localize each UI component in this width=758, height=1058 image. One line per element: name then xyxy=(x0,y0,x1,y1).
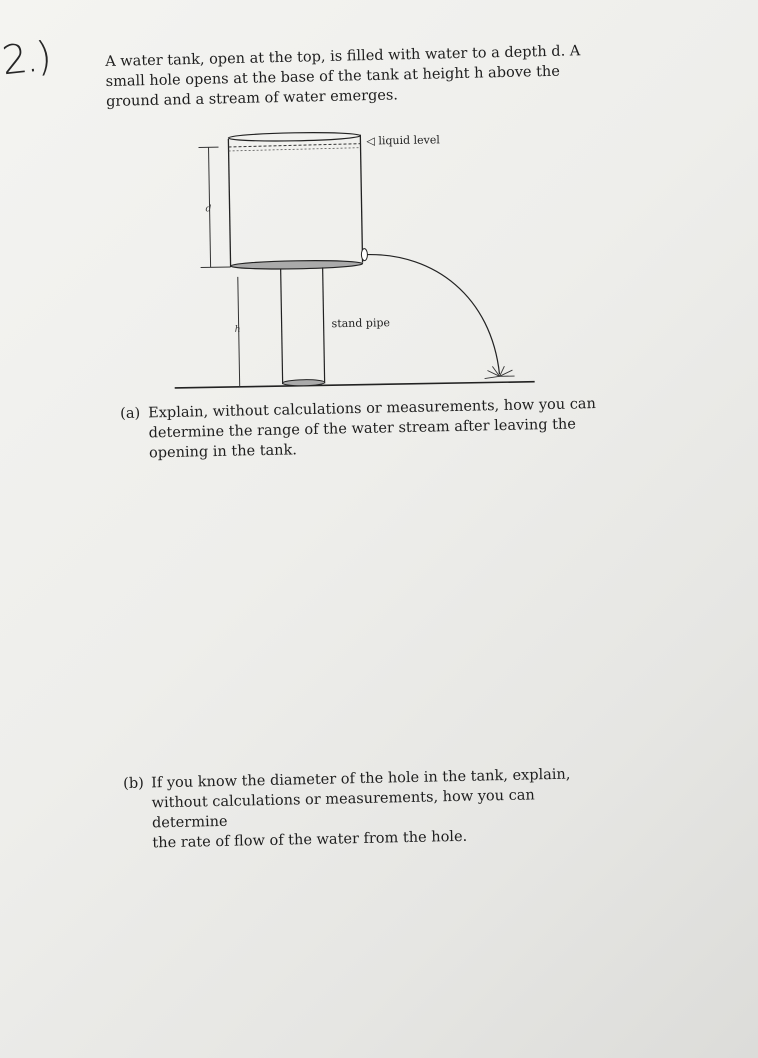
stand-pipe-right-wall xyxy=(323,267,325,383)
liquid-level-line-lower xyxy=(229,148,361,151)
tank-right-wall xyxy=(360,135,362,263)
stand-pipe-base xyxy=(283,379,325,386)
liquid-level-label: ◁ liquid level xyxy=(366,133,440,148)
tank-diagram xyxy=(170,111,555,404)
part-b-line-1: If you know the diameter of the hole in the tank, explain, xyxy=(151,766,571,792)
problem-line-1: A water tank, open at the top, is filled with water to a depth d. A xyxy=(105,43,581,70)
hole-opening xyxy=(361,249,367,261)
height-variable: h xyxy=(234,324,241,335)
part-a-line-3: opening in the tank. xyxy=(148,442,298,462)
part-a-question xyxy=(120,394,601,464)
tank-left-wall xyxy=(228,139,230,267)
part-a-line-2: determine the range of the water stream after leaving the xyxy=(148,416,577,442)
depth-variable: d xyxy=(205,204,212,215)
water-stream xyxy=(367,252,499,376)
stand-pipe-left-wall xyxy=(281,269,283,384)
part-a-text xyxy=(148,394,601,463)
ground-line xyxy=(175,382,535,388)
stand-pipe-label: stand pipe xyxy=(331,316,391,331)
part-a-label: (a) xyxy=(120,405,141,422)
water-tank-figure xyxy=(170,111,555,404)
problem-line-3: ground and a stream of water emerges. xyxy=(105,87,399,110)
part-a-line-1: Explain, without calculations or measurements, how you can xyxy=(148,396,597,422)
liquid-level-line xyxy=(228,144,360,147)
part-b-line-3: the rate of flow of the water from the hole. xyxy=(152,828,468,852)
problem-line-2: small hole opens at the base of the tank at height h above the xyxy=(105,63,561,90)
part-b-label: (b) xyxy=(123,775,144,792)
part-b-line-2: without calculations or measurements, how you can determine xyxy=(151,787,535,832)
tank-base xyxy=(231,260,363,270)
problem-number: 2.) xyxy=(0,33,53,85)
part-b-text xyxy=(151,764,615,854)
tank-top-rim xyxy=(228,132,360,142)
part-b-question xyxy=(123,764,615,854)
problem-statement xyxy=(105,41,606,112)
depth-bottom-tick xyxy=(201,267,231,268)
